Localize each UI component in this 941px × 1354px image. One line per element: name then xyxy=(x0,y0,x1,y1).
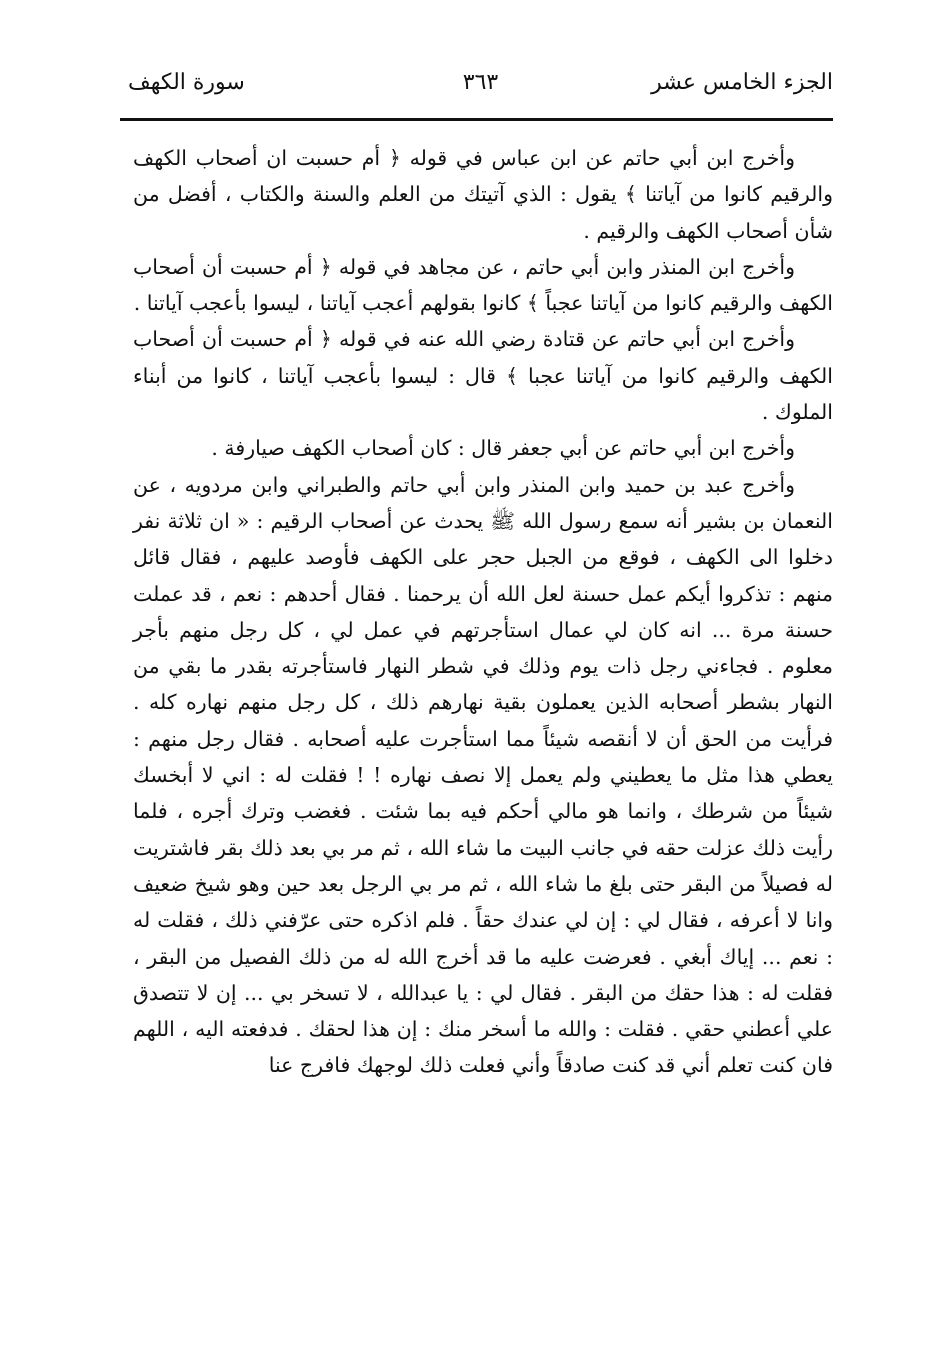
running-header xyxy=(128,70,833,112)
page-number: ٣٦٣ xyxy=(462,70,499,95)
paragraph: وأخرج ابن أبي حاتم عن قتادة رضي الله عنه في قوله ﴿ أم حسبت أن أصحاب الكهف والرقيم كانوا من آياتنا عجبا ﴾ قال : ليسوا بأعجب آياتنا ، كانوا من أبناء الملوك . xyxy=(133,327,833,425)
body-text xyxy=(133,140,833,1084)
header-rule xyxy=(120,118,833,121)
paragraph: وأخرج ابن أبي حاتم عن ابن عباس في قوله ﴿ أم حسبت ان أصحاب الكهف والرقيم كانوا من آياتنا ﴾ يقول : الذي آتيتك من العلم والسنة والكتاب ، أفضل من شأن أصحاب الكهف والرقيم . xyxy=(133,146,833,243)
juz-label: الجزء الخامس عشر xyxy=(651,70,833,95)
paragraph: وأخرج ابن المنذر وابن أبي حاتم ، عن مجاهد في قوله ﴿ أم حسبت أن أصحاب الكهف والرقيم كانوا من آياتنا عجباً ﴾ كانوا بقولهم أعجب آياتنا ، ليسوا بأعجب آياتنا . xyxy=(133,254,833,316)
paragraph: وأخرج عبد بن حميد وابن المنذر وابن أبي حاتم والطبراني وابن مردويه ، عن النعمان بن بشير أنه سمع رسول الله ﷺ يحدث عن أصحاب الرقيم : « ان ثلاثة نفر دخلوا الى الكهف ، فوقع من الجبل حجر على الكهف فأوصد عليهم ، فقال قائل منهم : تذكروا أيكم عمل حسنة لعل الله أن يرحمنا . فقال أحدهم : نعم ، قد عملت حسنة مرة ... انه كان لي عمال استأجرتهم في عمل لي ، كل رجل منهم بأجر معلوم . فجاءني رجل ذات يوم وذلك في شطر النهار فاستأجرته بقدر ما بقي من النهار بشطر أصحابه الذين يعملون بقية نهارهم ذلك ، كل رجل منهم نهاره كله . فرأيت من الحق أن لا أنقصه شيئاً مما استأجرت عليه أصحابه . فقال رجل منهم : يعطي هذا مثل ما يعطيني ولم يعمل إلا نصف نهاره ! ! فقلت له : اني لا أبخسك شيئاً من شرطك ، وانما هو مالي أحكم فيه بما شئت . فغضب وترك أجره ، فلما رأيت ذلك عزلت حقه في جانب البيت ما شاء الله ، ثم مر بي بعد ذلك بقر فاشتريت له فصيلاً من البقر حتى بلغ ما شاء الله ، ثم مر بي الرجل بعد حين وهو شيخ ضعيف وانا لا أعرفه ، فقال لي : إن لي عندك حقاً . فلم اذكره حتى عرّفني ذلك ، فقلت له : نعم ... إياك أبغي . فعرضت عليه ما قد أخرج الله له من ذلك الفصيل من البقر ، فقلت له : هذا حقك من البقر . فقال لي : يا عبدالله ، لا تسخر بي ... إن لا تتصدق علي أعطني حقي . فقلت : والله ما أسخر منك : إن هذا لحقك . فدفعته اليه ، اللهم فان كنت تعلم أني قد كنت صادقاً وأني فعلت ذلك لوجهك فافرج عنا xyxy=(133,472,833,1078)
surah-label: سورة الكهف xyxy=(128,70,245,95)
paragraph: وأخرج ابن أبي حاتم عن أبي جعفر قال : كان أصحاب الكهف صيارفة . xyxy=(211,436,795,461)
